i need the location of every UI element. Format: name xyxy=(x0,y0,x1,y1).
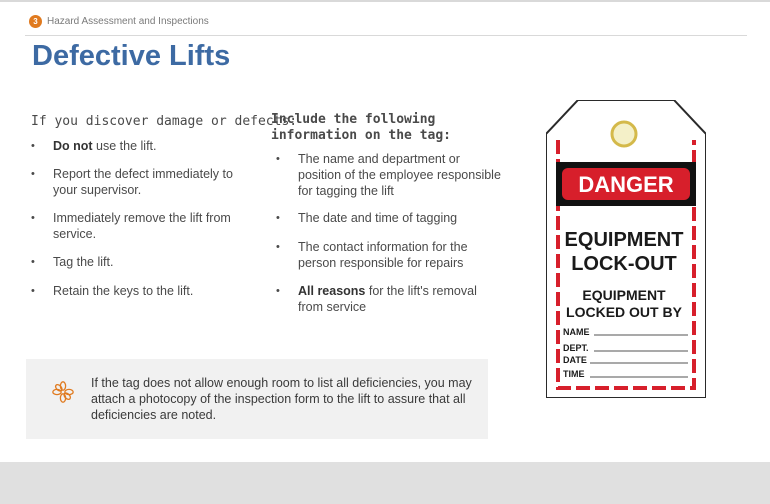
note-text: If the tag does not allow enough room to list all deficiencies, you may attach a photocopy of the inspection form to the lift to assure that all deficiencies are noted. xyxy=(91,376,472,422)
item-bold-text: All reasons xyxy=(298,284,366,298)
bullet-glyph: • xyxy=(31,285,35,297)
item-text: Immediately remove the lift from service. xyxy=(53,211,231,241)
bullet-glyph: • xyxy=(276,153,280,165)
footer-band xyxy=(0,462,770,504)
tag-line-4: LOCKED OUT BY xyxy=(566,304,682,320)
top-rule xyxy=(0,0,770,2)
item-text: for the lift's removal from service xyxy=(298,284,477,314)
tag-field-time: TIME xyxy=(563,369,585,379)
right-column-heading: Include the following information on the tag: xyxy=(271,112,452,143)
bullet-glyph: • xyxy=(31,256,35,268)
item-text: The date and time of tagging xyxy=(298,211,458,225)
item-bold-text: Do not xyxy=(53,139,93,153)
tag-field-date: DATE xyxy=(563,355,587,365)
bullet-glyph: • xyxy=(31,212,35,224)
section-title: Hazard Assessment and Inspections xyxy=(47,16,209,27)
page-title: Defective Lifts xyxy=(32,40,231,72)
left-column-heading: If you discover damage or defects: xyxy=(31,114,298,129)
section-number-badge: 3 xyxy=(29,15,42,28)
item-text: use the lift. xyxy=(92,139,157,153)
bullet-glyph: • xyxy=(276,285,280,297)
asterisk-icon xyxy=(52,381,74,403)
item-text: Retain the keys to the lift. xyxy=(53,284,194,298)
bullet-glyph: • xyxy=(276,212,280,224)
tag-field-dept: DEPT. xyxy=(563,343,589,353)
bullet-glyph: • xyxy=(31,168,35,180)
item-text: The name and department or position of the employee responsible for tagging the lift xyxy=(298,152,501,198)
danger-tag-image xyxy=(546,100,706,398)
item-text: Report the defect immediately to your supervisor. xyxy=(53,167,233,197)
tag-line-2: LOCK-OUT xyxy=(571,253,677,275)
tag-line-3: EQUIPMENT xyxy=(582,287,666,303)
tag-field-name: NAME xyxy=(563,327,590,337)
note-box xyxy=(26,359,488,439)
grommet-icon xyxy=(612,122,636,146)
danger-label: DANGER xyxy=(578,172,674,197)
item-text: The contact information for the person responsible for repairs xyxy=(298,240,468,270)
bullet-glyph: • xyxy=(276,241,280,253)
item-text: Tag the lift. xyxy=(53,255,114,269)
tag-line-1: EQUIPMENT xyxy=(564,229,684,251)
header-divider xyxy=(25,35,747,36)
bullet-glyph: • xyxy=(31,140,35,152)
breadcrumb xyxy=(29,15,209,28)
